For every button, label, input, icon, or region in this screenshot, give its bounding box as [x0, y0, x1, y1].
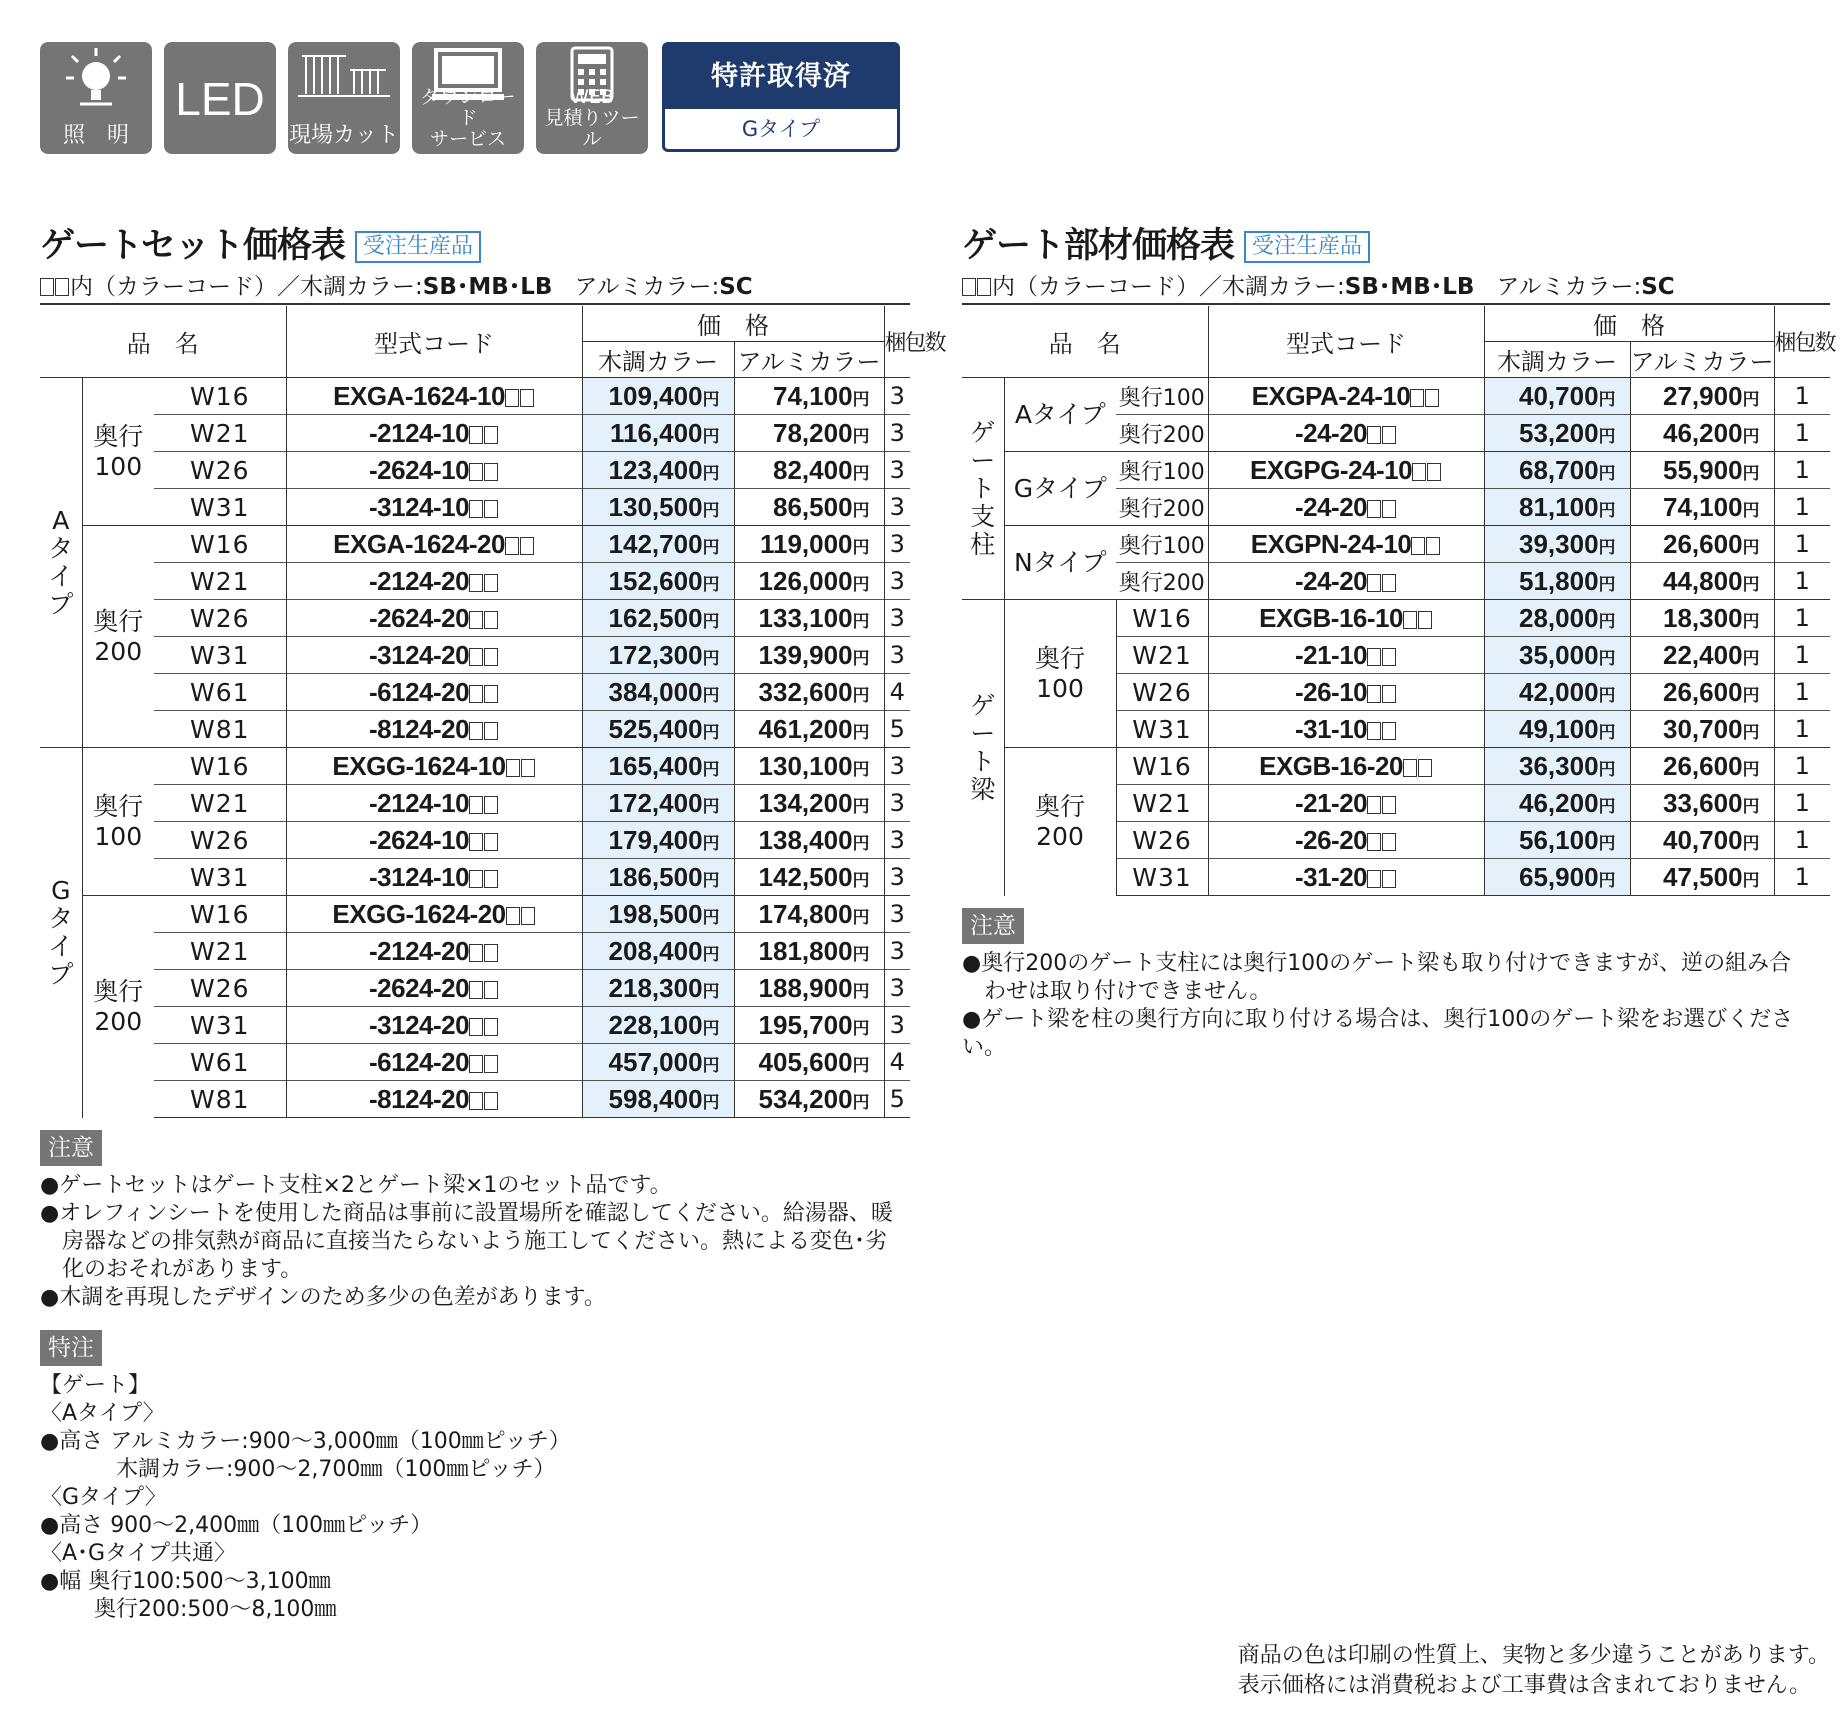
- pack-count-cell: 3: [884, 859, 910, 896]
- alu-price-cell: 22,400円: [1630, 637, 1774, 674]
- alu-price-cell: 126,000円: [734, 563, 884, 600]
- alu-price-cell: 138,400円: [734, 822, 884, 859]
- width-cell: W21: [1116, 785, 1208, 822]
- model-code-cell: -2624-20: [286, 600, 582, 637]
- model-code-cell: -8124-20: [286, 1081, 582, 1118]
- wood-price-cell: 42,000円: [1484, 674, 1630, 711]
- vertical-char: ト: [970, 746, 996, 776]
- wood-price-cell: 49,100円: [1484, 711, 1630, 748]
- model-code-cell: -24-20: [1208, 489, 1484, 526]
- wood-price-cell: 68,700円: [1484, 452, 1630, 489]
- depth-label: 奥行 200: [1004, 748, 1116, 896]
- led-label: LED: [175, 73, 265, 125]
- wood-price-cell: 130,500円: [582, 489, 734, 526]
- model-code-cell: -2124-20: [286, 933, 582, 970]
- wood-price-cell: 152,600円: [582, 563, 734, 600]
- table-row: [962, 378, 1830, 415]
- alu-price-cell: 26,600円: [1630, 526, 1774, 563]
- lighting-label: 照 明: [62, 123, 129, 148]
- depth-label: 奥行 100: [82, 378, 154, 526]
- set-color-codes: 内（カラーコード）／木調カラー:SB･MB･LB アルミカラー:SC: [40, 268, 910, 305]
- table-row: [40, 1007, 910, 1044]
- special-order-notes: 【ゲート】 〈Aタイプ〉 ●高さ アルミカラー:900～3,000㎜（100㎜ピッチ） 木調カラー:900～2,700㎜（100㎜ピッチ） 〈Gタイプ〉 ●高さ 900～2,400㎜（100㎜ピッチ） 〈A･Gタイプ共通〉 ●幅 奥行100:500～3,100㎜ 奥行200:500～8,100㎜: [40, 1373, 571, 1622]
- post-type-label: Nタイプ: [1004, 526, 1116, 600]
- depth-label: 奥行 100: [82, 748, 154, 896]
- model-code-cell: EXGG-1624-10: [286, 748, 582, 785]
- pack-count-cell: 5: [884, 711, 910, 748]
- patent-title: 特許取得済: [665, 45, 897, 109]
- pack-count-cell: 3: [884, 970, 910, 1007]
- parts-table-title: ゲート部材価格表 受注生産品: [962, 218, 1370, 268]
- alu-price-cell: 133,100円: [734, 600, 884, 637]
- alu-price-cell: 47,500円: [1630, 859, 1774, 896]
- pack-count-cell: 1: [1774, 785, 1830, 822]
- header-pack: 梱包数: [884, 306, 910, 378]
- vertical-char: 柱: [970, 529, 996, 559]
- pack-count-cell: 3: [884, 452, 910, 489]
- model-code-cell: -2124-10: [286, 785, 582, 822]
- header-alu: アルミカラー: [734, 342, 884, 378]
- wood-price-cell: 179,400円: [582, 822, 734, 859]
- model-code-cell: EXGPG-24-10: [1208, 452, 1484, 489]
- wood-price-cell: 172,300円: [582, 637, 734, 674]
- depth-label: 奥行 100: [1004, 600, 1116, 748]
- alu-price-cell: 18,300円: [1630, 600, 1774, 637]
- depth-cell: 奥行100: [1116, 378, 1208, 415]
- vertical-char: ー: [970, 718, 996, 748]
- width-cell: W16: [1116, 748, 1208, 785]
- width-cell: W16: [1116, 600, 1208, 637]
- model-code-cell: EXGA-1624-20: [286, 526, 582, 563]
- width-cell: W26: [154, 970, 286, 1007]
- gate-set-price-table: [40, 306, 945, 1118]
- pack-count-cell: 3: [884, 748, 910, 785]
- gate-post-label: [962, 378, 1004, 600]
- pack-count-cell: 1: [1774, 489, 1830, 526]
- table-row: [40, 489, 910, 526]
- patent-sub: Gタイプ: [741, 117, 821, 141]
- width-cell: W21: [154, 933, 286, 970]
- pack-count-cell: 3: [884, 415, 910, 452]
- parts-header-name: 品 名: [962, 306, 1208, 378]
- table-row: [40, 526, 910, 563]
- alu-price-cell: 134,200円: [734, 785, 884, 822]
- alu-price-cell: 78,200円: [734, 415, 884, 452]
- vertical-char: タ: [48, 533, 74, 563]
- wood-price-cell: 162,500円: [582, 600, 734, 637]
- vertical-char: G: [51, 875, 71, 905]
- set-table-title: ゲートセット価格表 受注生産品: [40, 218, 481, 268]
- pack-count-cell: 1: [1774, 748, 1830, 785]
- parts-header-alu: アルミカラー: [1630, 342, 1774, 378]
- alu-price-cell: 82,400円: [734, 452, 884, 489]
- table-row: [40, 785, 910, 822]
- table-row: [962, 452, 1830, 489]
- depth-cell: 奥行200: [1116, 563, 1208, 600]
- width-cell: W61: [154, 1044, 286, 1081]
- footer-notes: 商品の色は印刷の性質上、実物と多少違うことがあります。 表示価格には消費税および工事費は含まれておりません。: [1237, 1643, 1830, 1698]
- parts-color-codes: 内（カラーコード）／木調カラー:SB･MB･LB アルミカラー:SC: [962, 268, 1830, 305]
- wood-price-cell: 35,000円: [1484, 637, 1630, 674]
- vertical-char: プ: [48, 589, 74, 619]
- pack-count-cell: 4: [884, 1044, 910, 1081]
- vertical-char: ゲ: [970, 690, 996, 720]
- wood-price-cell: 228,100円: [582, 1007, 734, 1044]
- made-to-order-badge: 受注生産品: [355, 231, 481, 263]
- alu-price-cell: 30,700円: [1630, 711, 1774, 748]
- width-cell: W81: [154, 1081, 286, 1118]
- header-wood: 木調カラー: [582, 342, 734, 378]
- table-row: [40, 1081, 910, 1118]
- vertical-char: タ: [48, 903, 74, 933]
- width-cell: W21: [154, 785, 286, 822]
- depth-cell: 奥行200: [1116, 489, 1208, 526]
- table-row: [40, 711, 910, 748]
- model-code-cell: -6124-20: [286, 1044, 582, 1081]
- alu-price-cell: 174,800円: [734, 896, 884, 933]
- onsite-cut-icon: [288, 42, 400, 154]
- width-cell: W26: [1116, 822, 1208, 859]
- table-row: [40, 822, 910, 859]
- model-code-cell: -3124-20: [286, 1007, 582, 1044]
- onsite-cut-label: 現場カット: [289, 123, 399, 148]
- post-type-label: Aタイプ: [1004, 378, 1116, 452]
- alu-price-cell: 26,600円: [1630, 674, 1774, 711]
- wood-price-cell: 36,300円: [1484, 748, 1630, 785]
- alu-price-cell: 332,600円: [734, 674, 884, 711]
- width-cell: W16: [154, 748, 286, 785]
- wood-price-cell: 123,400円: [582, 452, 734, 489]
- wood-price-cell: 53,200円: [1484, 415, 1630, 452]
- model-code-cell: -21-10: [1208, 637, 1484, 674]
- pack-count-cell: 1: [1774, 711, 1830, 748]
- wood-price-cell: 525,400円: [582, 711, 734, 748]
- alu-price-cell: 74,100円: [734, 378, 884, 415]
- wood-price-cell: 172,400円: [582, 785, 734, 822]
- model-code-cell: -2124-10: [286, 415, 582, 452]
- table-row: [40, 452, 910, 489]
- model-code-cell: -2624-20: [286, 970, 582, 1007]
- vertical-char: イ: [48, 561, 74, 591]
- type-label: [40, 378, 82, 748]
- table-row: [40, 748, 910, 785]
- width-cell: W26: [154, 452, 286, 489]
- wood-price-cell: 40,700円: [1484, 378, 1630, 415]
- alu-price-cell: 26,600円: [1630, 748, 1774, 785]
- pack-count-cell: 1: [1774, 415, 1830, 452]
- vertical-char: 支: [970, 501, 996, 531]
- wood-price-cell: 65,900円: [1484, 859, 1630, 896]
- table-row: [40, 637, 910, 674]
- alu-price-cell: 40,700円: [1630, 822, 1774, 859]
- depth-cell: 奥行100: [1116, 452, 1208, 489]
- model-code-cell: -24-20: [1208, 563, 1484, 600]
- vertical-char: ー: [970, 445, 996, 475]
- alu-price-cell: 27,900円: [1630, 378, 1774, 415]
- pack-count-cell: 3: [884, 933, 910, 970]
- parts-header-price: 価 格: [1484, 306, 1774, 342]
- pack-count-cell: 1: [1774, 378, 1830, 415]
- depth-label: 奥行 200: [82, 526, 154, 748]
- wood-price-cell: 46,200円: [1484, 785, 1630, 822]
- model-code-cell: -24-20: [1208, 415, 1484, 452]
- model-code-cell: EXGB-16-10: [1208, 600, 1484, 637]
- vertical-char: イ: [48, 931, 74, 961]
- table-row: [40, 896, 910, 933]
- wood-price-cell: 28,000円: [1484, 600, 1630, 637]
- model-code-cell: EXGPA-24-10: [1208, 378, 1484, 415]
- model-code-cell: -26-10: [1208, 674, 1484, 711]
- gate-parts-price-table: [962, 306, 1835, 896]
- lighting-icon: [40, 42, 152, 154]
- width-cell: W31: [1116, 859, 1208, 896]
- table-row: [40, 600, 910, 637]
- alu-price-cell: 142,500円: [734, 859, 884, 896]
- pack-count-cell: 3: [884, 822, 910, 859]
- alu-price-cell: 188,900円: [734, 970, 884, 1007]
- patent-badge: [662, 42, 900, 152]
- model-code-cell: -8124-20: [286, 711, 582, 748]
- wood-price-cell: 39,300円: [1484, 526, 1630, 563]
- pack-count-cell: 3: [884, 378, 910, 415]
- pack-count-cell: 1: [1774, 600, 1830, 637]
- led-icon: [164, 42, 276, 154]
- caution-notes: ●ゲートセットはゲート支柱×2とゲート梁×1のセット品です。 ●オレフィンシートを使用した商品は事前に設置場所を確認してください。給湯器、暖 房器などの排気熱が商品に直接当たらないよう施工してください。熱による変色･劣 化のおそれがあります。 ●木調を再現したデザインのため多少の色差があります。: [40, 1173, 893, 1310]
- pack-count-cell: 3: [884, 785, 910, 822]
- table-row: [962, 600, 1830, 637]
- alu-price-cell: 33,600円: [1630, 785, 1774, 822]
- gate-beam-label: [962, 600, 1004, 896]
- wood-price-cell: 198,500円: [582, 896, 734, 933]
- pack-count-cell: 1: [1774, 674, 1830, 711]
- wood-price-cell: 186,500円: [582, 859, 734, 896]
- alu-price-cell: 86,500円: [734, 489, 884, 526]
- model-code-cell: EXGG-1624-20: [286, 896, 582, 933]
- caution-tag: 注意: [40, 1130, 102, 1166]
- width-cell: W21: [1116, 637, 1208, 674]
- table-row: [40, 563, 910, 600]
- table-row: [962, 526, 1830, 563]
- header-price: 価 格: [582, 306, 884, 342]
- width-cell: W31: [154, 859, 286, 896]
- pack-count-cell: 1: [1774, 637, 1830, 674]
- depth-cell: 奥行100: [1116, 526, 1208, 563]
- wood-price-cell: 384,000円: [582, 674, 734, 711]
- table-row: [40, 674, 910, 711]
- web-label-2: 見積りツール: [544, 107, 640, 150]
- parts-header-code: 型式コード: [1208, 306, 1484, 378]
- width-cell: W31: [1116, 711, 1208, 748]
- pack-count-cell: 3: [884, 1007, 910, 1044]
- alu-price-cell: 181,800円: [734, 933, 884, 970]
- wood-price-cell: 598,400円: [582, 1081, 734, 1118]
- width-cell: W16: [154, 378, 286, 415]
- width-cell: W21: [154, 563, 286, 600]
- model-code-cell: EXGPN-24-10: [1208, 526, 1484, 563]
- wood-price-cell: 208,400円: [582, 933, 734, 970]
- table-row: [40, 859, 910, 896]
- alu-price-cell: 195,700円: [734, 1007, 884, 1044]
- wood-price-cell: 56,100円: [1484, 822, 1630, 859]
- pack-count-cell: 1: [1774, 526, 1830, 563]
- pack-count-cell: 4: [884, 674, 910, 711]
- model-code-cell: -31-20: [1208, 859, 1484, 896]
- table-row: [40, 970, 910, 1007]
- alu-price-cell: 139,900円: [734, 637, 884, 674]
- alu-price-cell: 44,800円: [1630, 563, 1774, 600]
- vertical-char: 梁: [970, 774, 996, 804]
- alu-price-cell: 461,200円: [734, 711, 884, 748]
- download-label-1: ダウンロード: [420, 86, 516, 129]
- wood-price-cell: 51,800円: [1484, 563, 1630, 600]
- model-code-cell: EXGB-16-20: [1208, 748, 1484, 785]
- parts-header-pack: 梱包数: [1774, 306, 1830, 378]
- model-code-cell: -26-20: [1208, 822, 1484, 859]
- model-code-cell: -2624-10: [286, 822, 582, 859]
- wood-price-cell: 109,400円: [582, 378, 734, 415]
- special-order-tag: 特注: [40, 1330, 102, 1366]
- header-name: 品 名: [40, 306, 286, 378]
- type-label: [40, 748, 82, 1118]
- table-row: [40, 378, 910, 415]
- made-to-order-badge-2: 受注生産品: [1244, 231, 1370, 263]
- width-cell: W26: [1116, 674, 1208, 711]
- width-cell: W81: [154, 711, 286, 748]
- alu-price-cell: 534,200円: [734, 1081, 884, 1118]
- wood-price-cell: 142,700円: [582, 526, 734, 563]
- caution-tag-2: 注意: [962, 908, 1024, 944]
- width-cell: W21: [154, 415, 286, 452]
- web-estimate-icon: [536, 42, 648, 154]
- pack-count-cell: 1: [1774, 563, 1830, 600]
- wood-price-cell: 116,400円: [582, 415, 734, 452]
- alu-price-cell: 119,000円: [734, 526, 884, 563]
- header-code: 型式コード: [286, 306, 582, 378]
- model-code-cell: -3124-10: [286, 859, 582, 896]
- download-icon: [412, 42, 524, 154]
- width-cell: W31: [154, 637, 286, 674]
- model-code-cell: -6124-20: [286, 674, 582, 711]
- model-code-cell: -3124-10: [286, 489, 582, 526]
- pack-count-cell: 3: [884, 600, 910, 637]
- width-cell: W16: [154, 896, 286, 933]
- width-cell: W31: [154, 1007, 286, 1044]
- pack-count-cell: 1: [1774, 859, 1830, 896]
- wood-price-cell: 218,300円: [582, 970, 734, 1007]
- alu-price-cell: 46,200円: [1630, 415, 1774, 452]
- model-code-cell: -2124-20: [286, 563, 582, 600]
- depth-label: 奥行 200: [82, 896, 154, 1118]
- table-row: [962, 748, 1830, 785]
- vertical-char: ト: [970, 473, 996, 503]
- pack-count-cell: 3: [884, 896, 910, 933]
- model-code-cell: -2624-10: [286, 452, 582, 489]
- width-cell: W16: [154, 526, 286, 563]
- vertical-char: A: [52, 505, 70, 535]
- alu-price-cell: 55,900円: [1630, 452, 1774, 489]
- width-cell: W26: [154, 822, 286, 859]
- post-type-label: Gタイプ: [1004, 452, 1116, 526]
- table-row: [40, 1044, 910, 1081]
- width-cell: W61: [154, 674, 286, 711]
- model-code-cell: -31-10: [1208, 711, 1484, 748]
- download-label-2: サービス: [429, 128, 506, 150]
- wood-price-cell: 165,400円: [582, 748, 734, 785]
- pack-count-cell: 3: [884, 526, 910, 563]
- width-cell: W31: [154, 489, 286, 526]
- width-cell: W26: [154, 600, 286, 637]
- vertical-char: プ: [48, 959, 74, 989]
- alu-price-cell: 74,100円: [1630, 489, 1774, 526]
- web-label-1: WEB: [570, 86, 614, 108]
- model-code-cell: -21-20: [1208, 785, 1484, 822]
- wood-price-cell: 81,100円: [1484, 489, 1630, 526]
- parts-header-wood: 木調カラー: [1484, 342, 1630, 378]
- pack-count-cell: 3: [884, 637, 910, 674]
- table-row: [40, 933, 910, 970]
- depth-cell: 奥行200: [1116, 415, 1208, 452]
- caution-notes-2: ●奥行200のゲート支柱には奥行100のゲート梁も取り付けできますが、逆の組み合 わせは取り付けできません。 ●ゲート梁を柱の奥行方向に取り付ける場合は、奥行100のゲート梁をお選びください。: [962, 951, 1794, 1060]
- vertical-char: ゲ: [970, 417, 996, 447]
- pack-count-cell: 1: [1774, 822, 1830, 859]
- pack-count-cell: 3: [884, 489, 910, 526]
- alu-price-cell: 130,100円: [734, 748, 884, 785]
- alu-price-cell: 405,600円: [734, 1044, 884, 1081]
- table-row: [40, 415, 910, 452]
- model-code-cell: -3124-20: [286, 637, 582, 674]
- pack-count-cell: 5: [884, 1081, 910, 1118]
- wood-price-cell: 457,000円: [582, 1044, 734, 1081]
- pack-count-cell: 1: [1774, 452, 1830, 489]
- pack-count-cell: 3: [884, 563, 910, 600]
- model-code-cell: EXGA-1624-10: [286, 378, 582, 415]
